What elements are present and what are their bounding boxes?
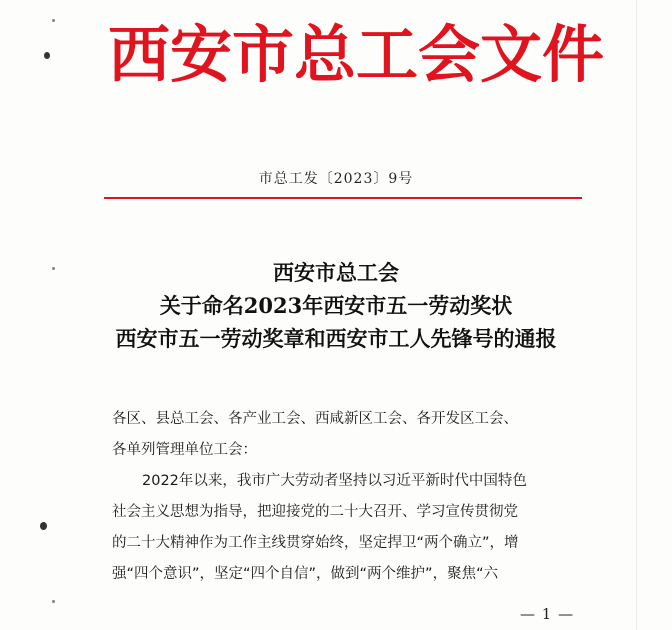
paragraph-line-3: 的二十大精神作为工作主线贯穿始终，坚定捍卫“两个确立”，增 (112, 535, 519, 551)
notice-title-line-3: 西安市五一劳动奖章和西安市工人先锋号的通报 (115, 326, 557, 351)
paragraph-line-2: 社会主义思想为指导，把迎接党的二十大召开、学习宣传贯彻党 (112, 504, 518, 520)
paragraph-line-4: 强“四个意识”，坚定“四个自信”，做到“两个维护”，聚焦“六 (112, 566, 499, 582)
paragraph-line-1: 2022年以来，我市广大劳动者坚持以习近平新时代中国特色 (142, 473, 527, 489)
addressee-line-1: 各区、县总工会、各产业工会、西咸新区工会、各开发区工会、 (112, 411, 518, 427)
binding-mark (52, 600, 55, 603)
binding-mark (44, 52, 50, 59)
addressee-line-2: 各单列管理单位工会： (112, 442, 257, 458)
agency-title: 西安市总工会文件 (108, 18, 605, 91)
notice-title-line-1: 西安市总工会 (273, 260, 399, 285)
notice-title (0, 256, 672, 355)
document-number: 市总工发〔2023〕9号 (258, 171, 414, 187)
notice-title-line-2: 关于命名2023年西安市五一劳动奖状 (159, 293, 513, 318)
binding-mark (40, 522, 47, 530)
page-number: — 1 — (520, 605, 575, 623)
red-divider-line (104, 197, 582, 199)
body-text (112, 404, 588, 590)
binding-mark (52, 19, 55, 22)
binding-mark (52, 267, 55, 270)
